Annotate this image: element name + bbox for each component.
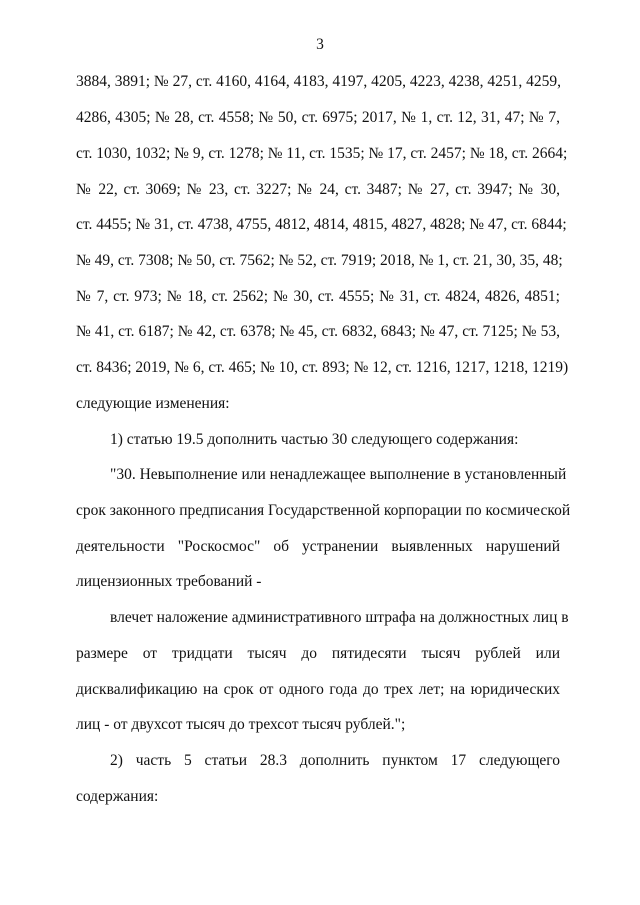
line-17: размере от тридцати тысяч до пятидесяти тысяч рублей или xyxy=(76,645,560,662)
line-03: ст. 1030, 1032; № 9, ст. 1278; № 11, ст. 1535; № 17, ст. 2457; № 18, ст. 2664; xyxy=(76,145,568,162)
line-20: 2) часть 5 статьи 28.3 дополнить пунктом 17 следующего xyxy=(110,752,560,769)
line-01: 3884, 3891; № 27, ст. 4160, 4164, 4183, 4197, 4205, 4223, 4238, 4251, 4259, xyxy=(76,73,561,90)
line-04: № 22, ст. 3069; № 23, ст. 3227; № 24, ст. 3487; № 27, ст. 3947; № 30, xyxy=(76,181,560,198)
line-16: влечет наложение административного штрафа на должностных лиц в xyxy=(110,609,569,626)
line-14: деятельности "Роскосмос" об устранении выявленных нарушений xyxy=(76,538,560,555)
line-09: ст. 8436; 2019, № 6, ст. 465; № 10, ст. 893; № 12, ст. 1216, 1217, 1218, 1219) xyxy=(76,359,569,376)
line-18: дисквалификацию на срок от одного года до трех лет; на юридических xyxy=(76,681,560,698)
line-02: 4286, 4305; № 28, ст. 4558; № 50, ст. 6975; 2017, № 1, ст. 12, 31, 47; № 7, xyxy=(76,109,560,126)
line-13: срок законного предписания Государственной корпорации по космической xyxy=(76,502,571,519)
line-06: № 49, ст. 7308; № 50, ст. 7562; № 52, ст. 7919; 2018, № 1, ст. 21, 30, 35, 48; xyxy=(76,252,563,269)
line-11: 1) статью 19.5 дополнить частью 30 следующего содержания: xyxy=(110,431,519,448)
line-19: лиц - от двухсот тысяч до трехсот тысяч рублей."; xyxy=(76,716,406,733)
line-12: "30. Невыполнение или ненадлежащее выполнение в установленный xyxy=(110,466,567,483)
line-07: № 7, ст. 973; № 18, ст. 2562; № 30, ст. 4555; № 31, ст. 4824, 4826, 4851; xyxy=(76,288,560,305)
line-21: содержания: xyxy=(76,788,159,805)
line-15: лицензионных требований - xyxy=(76,573,262,590)
line-05: ст. 4455; № 31, ст. 4738, 4755, 4812, 4814, 4815, 4827, 4828; № 47, ст. 6844; xyxy=(76,216,567,233)
line-10: следующие изменения: xyxy=(76,395,230,412)
line-08: № 41, ст. 6187; № 42, ст. 6378; № 45, ст. 6832, 6843; № 47, ст. 7125; № 53, xyxy=(76,323,560,340)
page-number: 3 xyxy=(316,36,324,53)
